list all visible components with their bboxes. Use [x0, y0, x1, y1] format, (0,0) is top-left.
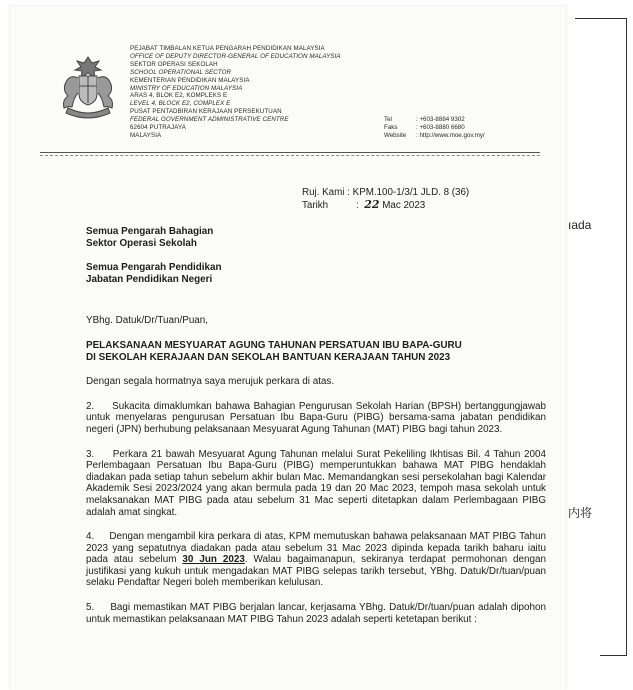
title-line: DI SEKOLAH KERAJAAN DAN SEKOLAH BANTUAN KERAJAAN TAHUN 2023: [86, 351, 451, 363]
contact-tel: [384, 116, 485, 124]
date-month-year: Mac 2023: [382, 200, 426, 211]
reference-value: KPM.100-1/3/1 JLD. 8 (36): [352, 187, 470, 198]
paragraph-4-part-b: . Walau bagaimanapun, sekiranya terdapat permohonan dengan justifikasi yang kukuh untuk mengadakan MAT PIBG selepas tarikh tersebut, YBhg. Datuk/Dr/tuan/puan selaku Pendaftar Negeri boleh memberikan kelulusan.: [86, 554, 546, 589]
recipient-line: Sektor Operasi Sekolah: [86, 237, 197, 249]
paragraph-4-part-a: 4. Dengan mengambil kira perkara di atas, KPM memutuskan bahawa pelaksanaan MAT PIBG Tahun 2023 yang sepatutnya diadakan pada atau sebelum 31 Mac 2023 dipinda kepada tarikh baharu iaitu pada atau sebelum: [86, 531, 546, 566]
new-deadline-date: 30 Jun 2023: [182, 554, 245, 566]
date-day-handwritten: 22: [364, 198, 380, 211]
frame-line-bottom: [600, 655, 627, 656]
reference-block: [302, 187, 469, 212]
contact-fax: [384, 124, 485, 132]
letterhead-line: PUSAT PENTADBIRAN KERAJAAN PERSEKUTUAN: [130, 108, 282, 116]
salutation: YBhg. Datuk/Dr/Tuan/Puan,: [86, 315, 209, 327]
contact-website: [384, 132, 485, 140]
letterhead-line: 62604 PUTRAJAYA: [130, 124, 186, 132]
letterhead-divider: [40, 152, 540, 153]
paragraph-3: 3. Perkara 21 bawah Mesyuarat Agung Tahunan melalui Surat Pekeliling Ikhtisas Bil. 4 Tahun 2004 Perlembagaan Persatuan Ibu Bapa-Guru (PIBG) memperuntukkan bahawa MAT PIBG hendaklah diadakan pada setiap tahun sebelum akhir bulan Mac. Memandangkan sesi persekolahan bagi Kalendar Akademik Sesi 2023/2024 yang akan bermula pada 19 dan 20 Mac 2023, tempoh masa sekolah untuk melaksanakan MAT PIBG pada atau sebelum 31 Mac seperti ditetapkan dalam Perlembagaan PIBG adalah amat singkat.: [86, 448, 546, 518]
paragraph-2: 2. Sukacita dimaklumkan bahawa Bahagian Pengurusan Sekolah Harian (BPSH) bertanggungjawab untuk menyelaras pengurusan Persatuan Ibu Bapa-Guru (PIBG) bersama-sama jabatan pendidikan negeri (JPN) berhubung pelaksanaan Mesyuarat Agung Tahunan (MAT) PIBG bagi tahun 2023.: [86, 400, 546, 435]
side-text-bottom: 内将: [568, 506, 593, 520]
frame-line-right: [626, 18, 627, 656]
letter-page: [10, 6, 566, 690]
letter-title: [86, 340, 546, 363]
side-text-top: ıada: [568, 218, 592, 232]
contact-website-label: Website: [384, 131, 407, 139]
malaysia-coat-of-arms-icon: [48, 54, 128, 120]
reference-label: Ruj. Kami :: [302, 187, 350, 198]
letterhead-line: SCHOOL OPERATIONAL SECTOR: [130, 68, 232, 76]
title-line: PELAKSANAAN MESYUARAT AGUNG TAHUNAN PERSATUAN IBU BAPA-GURU: [86, 339, 462, 351]
contact-fax-label: Faks: [384, 123, 398, 131]
paragraph-4: [86, 531, 546, 589]
letterhead-line: OFFICE OF DEPUTY DIRECTOR-GENERAL OF EDUCATION MALAYSIA: [130, 52, 341, 60]
contact-fax-value: : +603-8880 6680: [416, 123, 465, 131]
letterhead-line: PEJABAT TIMBALAN KETUA PENGARAH PENDIDIKAN MALAYSIA: [130, 45, 325, 52]
frame-line-top: [575, 18, 627, 19]
reference-number: [302, 187, 469, 199]
letterhead-line: MALAYSIA: [130, 131, 162, 139]
letterhead-line: KEMENTERIAN PENDIDIKAN MALAYSIA: [130, 76, 250, 84]
paragraph-5: 5. Bagi memastikan MAT PIBG berjalan lancar, kerjasama YBhg. Datuk/Dr/tuan/puan adalah dipohon untuk memastikan pelaksanaan MAT PIBG Tahun 2023 adalah seperti ketetapan berikut :: [86, 602, 546, 625]
recipient-line: Semua Pengarah Bahagian: [86, 226, 214, 237]
letterhead-address: [130, 45, 400, 140]
letter-body: [86, 226, 546, 625]
recipient-line: Semua Pengarah Pendidikan: [86, 262, 222, 274]
letterhead-line: LEVEL 4, BLOCK E2, COMPLEX E: [130, 100, 231, 108]
letterhead-divider-dashed: [40, 155, 540, 156]
letterhead-line: SEKTOR OPERASI SEKOLAH: [130, 60, 218, 68]
letterhead-line: FEDERAL GOVERNMENT ADMINISTRATIVE CENTRE: [130, 116, 289, 124]
reference-date: [302, 199, 469, 212]
recipient-line: Jabatan Pendidikan Negeri: [86, 273, 213, 285]
letterhead-contact: [384, 116, 485, 140]
date-colon: :: [356, 200, 359, 211]
recipient-group-1: [86, 226, 546, 249]
letterhead-line: ARAS 4, BLOK E2, KOMPLEKS E: [130, 92, 228, 100]
contact-tel-value: : +603-8884 9302: [416, 116, 465, 123]
opening-line: Dengan segala hormatnya saya merujuk perkara di atas.: [86, 376, 335, 388]
contact-website-value[interactable]: : http://www.moe.gov.my/: [416, 131, 485, 139]
letterhead-line: MINISTRY OF EDUCATION MALAYSIA: [130, 84, 243, 92]
contact-tel-label: Tel: [384, 116, 392, 123]
date-label: Tarikh: [302, 200, 329, 211]
recipient-group-2: [86, 262, 546, 285]
